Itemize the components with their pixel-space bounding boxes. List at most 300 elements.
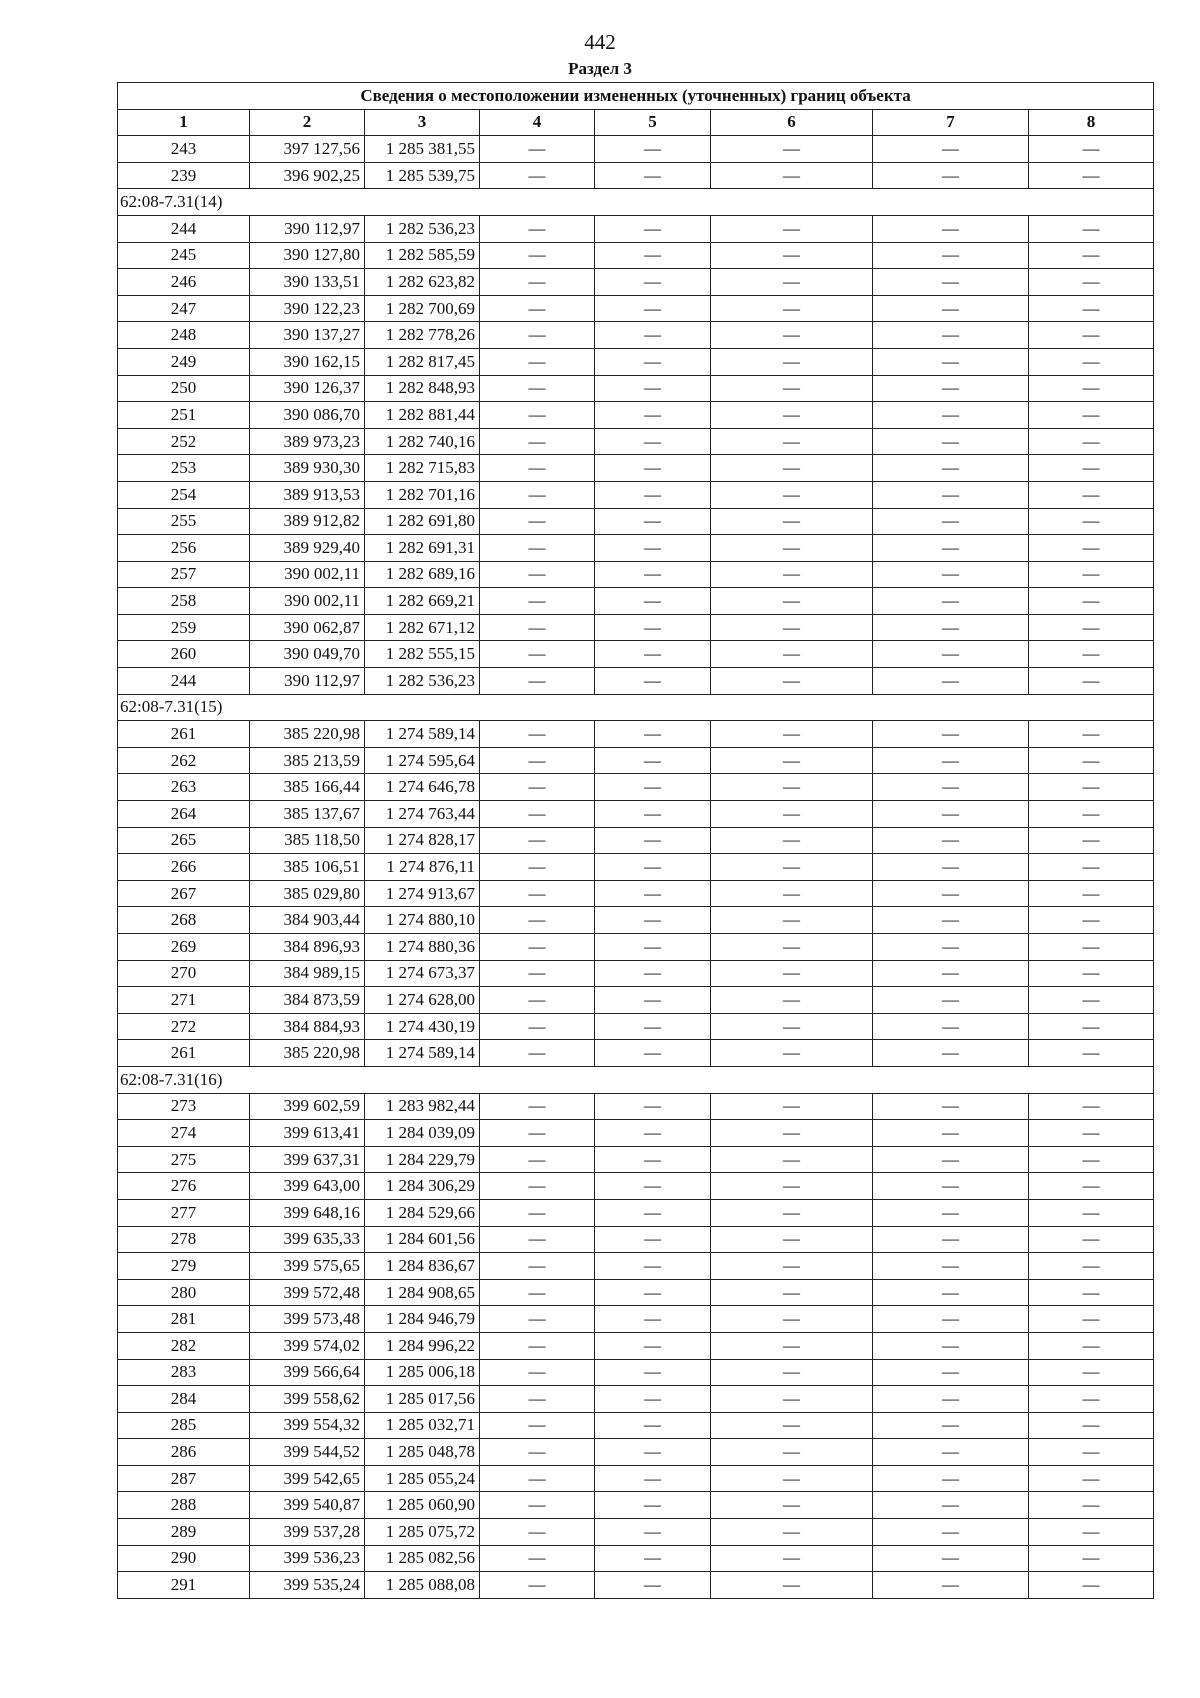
empty-value-cell: — [1029, 747, 1154, 774]
table-row [118, 987, 1154, 1014]
table-row [118, 1279, 1154, 1306]
empty-value-cell: — [711, 455, 873, 482]
y-coordinate-cell: 1 285 006,18 [365, 1359, 480, 1386]
y-coordinate-cell: 1 283 982,44 [365, 1093, 480, 1120]
empty-value-cell: — [1029, 1279, 1154, 1306]
empty-value-cell: — [480, 162, 595, 189]
point-number-cell: 276 [118, 1173, 250, 1200]
group-label: 62:08-7.31(16) [118, 1066, 1154, 1093]
table-row [118, 641, 1154, 668]
column-header: 8 [1029, 109, 1154, 136]
column-header-row [118, 109, 1154, 136]
y-coordinate-cell: 1 282 623,82 [365, 269, 480, 296]
empty-value-cell: — [1029, 907, 1154, 934]
empty-value-cell: — [873, 1199, 1029, 1226]
empty-value-cell: — [873, 455, 1029, 482]
x-coordinate-cell: 385 166,44 [250, 774, 365, 801]
point-number-cell: 271 [118, 987, 250, 1014]
point-number-cell: 291 [118, 1572, 250, 1599]
table-row [118, 1040, 1154, 1067]
empty-value-cell: — [711, 428, 873, 455]
empty-value-cell: — [480, 1306, 595, 1333]
empty-value-cell: — [873, 1439, 1029, 1466]
point-number-cell: 255 [118, 508, 250, 535]
empty-value-cell: — [711, 880, 873, 907]
empty-value-cell: — [873, 668, 1029, 695]
empty-value-cell: — [480, 481, 595, 508]
empty-value-cell: — [595, 1173, 711, 1200]
y-coordinate-cell: 1 274 880,36 [365, 934, 480, 961]
empty-value-cell: — [595, 1253, 711, 1280]
y-coordinate-cell: 1 282 848,93 [365, 375, 480, 402]
y-coordinate-cell: 1 284 996,22 [365, 1332, 480, 1359]
empty-value-cell: — [711, 721, 873, 748]
empty-value-cell: — [711, 1519, 873, 1546]
empty-value-cell: — [480, 535, 595, 562]
empty-value-cell: — [1029, 1253, 1154, 1280]
y-coordinate-cell: 1 274 913,67 [365, 880, 480, 907]
y-coordinate-cell: 1 282 700,69 [365, 295, 480, 322]
table-row [118, 1332, 1154, 1359]
table-row [118, 1465, 1154, 1492]
empty-value-cell: — [873, 348, 1029, 375]
empty-value-cell: — [480, 827, 595, 854]
x-coordinate-cell: 399 566,64 [250, 1359, 365, 1386]
x-coordinate-cell: 390 002,11 [250, 561, 365, 588]
empty-value-cell: — [873, 242, 1029, 269]
empty-value-cell: — [1029, 1359, 1154, 1386]
empty-value-cell: — [1029, 136, 1154, 163]
page-number: 442 [584, 30, 616, 54]
x-coordinate-cell: 385 029,80 [250, 880, 365, 907]
empty-value-cell: — [1029, 801, 1154, 828]
empty-value-cell: — [873, 162, 1029, 189]
y-coordinate-cell: 1 274 430,19 [365, 1013, 480, 1040]
x-coordinate-cell: 390 126,37 [250, 375, 365, 402]
point-number-cell: 269 [118, 934, 250, 961]
empty-value-cell: — [1029, 987, 1154, 1014]
table-row [118, 614, 1154, 641]
empty-value-cell: — [873, 295, 1029, 322]
empty-value-cell: — [873, 827, 1029, 854]
empty-value-cell: — [873, 880, 1029, 907]
empty-value-cell: — [1029, 508, 1154, 535]
empty-value-cell: — [1029, 348, 1154, 375]
empty-value-cell: — [711, 1359, 873, 1386]
point-number-cell: 256 [118, 535, 250, 562]
table-row [118, 1306, 1154, 1333]
empty-value-cell: — [873, 322, 1029, 349]
empty-value-cell: — [1029, 1412, 1154, 1439]
point-number-cell: 287 [118, 1465, 250, 1492]
column-header: 1 [118, 109, 250, 136]
x-coordinate-cell: 389 929,40 [250, 535, 365, 562]
table-row [118, 588, 1154, 615]
x-coordinate-cell: 399 554,32 [250, 1412, 365, 1439]
group-label: 62:08-7.31(15) [118, 694, 1154, 721]
point-number-cell: 266 [118, 854, 250, 881]
empty-value-cell: — [1029, 1146, 1154, 1173]
empty-value-cell: — [480, 1199, 595, 1226]
x-coordinate-cell: 390 122,23 [250, 295, 365, 322]
x-coordinate-cell: 390 049,70 [250, 641, 365, 668]
empty-value-cell: — [595, 269, 711, 296]
table-row [118, 215, 1154, 242]
x-coordinate-cell: 385 106,51 [250, 854, 365, 881]
y-coordinate-cell: 1 282 536,23 [365, 215, 480, 242]
x-coordinate-cell: 385 213,59 [250, 747, 365, 774]
empty-value-cell: — [711, 1040, 873, 1067]
x-coordinate-cell: 399 573,48 [250, 1306, 365, 1333]
x-coordinate-cell: 389 912,82 [250, 508, 365, 535]
empty-value-cell: — [1029, 375, 1154, 402]
point-number-cell: 286 [118, 1439, 250, 1466]
empty-value-cell: — [595, 508, 711, 535]
empty-value-cell: — [1029, 1572, 1154, 1599]
point-number-cell: 272 [118, 1013, 250, 1040]
empty-value-cell: — [873, 588, 1029, 615]
y-coordinate-cell: 1 282 881,44 [365, 402, 480, 429]
point-number-cell: 244 [118, 215, 250, 242]
x-coordinate-cell: 399 635,33 [250, 1226, 365, 1253]
empty-value-cell: — [711, 322, 873, 349]
point-number-cell: 278 [118, 1226, 250, 1253]
x-coordinate-cell: 384 896,93 [250, 934, 365, 961]
x-coordinate-cell: 399 637,31 [250, 1146, 365, 1173]
x-coordinate-cell: 389 973,23 [250, 428, 365, 455]
table-row [118, 1253, 1154, 1280]
empty-value-cell: — [873, 747, 1029, 774]
y-coordinate-cell: 1 282 669,21 [365, 588, 480, 615]
y-coordinate-cell: 1 284 039,09 [365, 1120, 480, 1147]
empty-value-cell: — [711, 1199, 873, 1226]
x-coordinate-cell: 384 873,59 [250, 987, 365, 1014]
empty-value-cell: — [595, 1120, 711, 1147]
empty-value-cell: — [711, 1146, 873, 1173]
point-number-cell: 253 [118, 455, 250, 482]
empty-value-cell: — [873, 508, 1029, 535]
table-row [118, 136, 1154, 163]
empty-value-cell: — [873, 774, 1029, 801]
point-number-cell: 248 [118, 322, 250, 349]
empty-value-cell: — [873, 1253, 1029, 1280]
table-row [118, 960, 1154, 987]
y-coordinate-cell: 1 274 763,44 [365, 801, 480, 828]
column-header: 3 [365, 109, 480, 136]
table-row [118, 801, 1154, 828]
empty-value-cell: — [711, 561, 873, 588]
empty-value-cell: — [1029, 641, 1154, 668]
empty-value-cell: — [711, 1173, 873, 1200]
table-row [118, 455, 1154, 482]
x-coordinate-cell: 390 062,87 [250, 614, 365, 641]
point-number-cell: 261 [118, 721, 250, 748]
empty-value-cell: — [480, 668, 595, 695]
empty-value-cell: — [711, 588, 873, 615]
table-row [118, 934, 1154, 961]
y-coordinate-cell: 1 284 601,56 [365, 1226, 480, 1253]
empty-value-cell: — [595, 1412, 711, 1439]
empty-value-cell: — [480, 1040, 595, 1067]
point-number-cell: 279 [118, 1253, 250, 1280]
empty-value-cell: — [1029, 402, 1154, 429]
empty-value-cell: — [595, 1146, 711, 1173]
empty-value-cell: — [873, 481, 1029, 508]
empty-value-cell: — [1029, 721, 1154, 748]
empty-value-cell: — [480, 907, 595, 934]
empty-value-cell: — [480, 295, 595, 322]
point-number-cell: 262 [118, 747, 250, 774]
empty-value-cell: — [711, 827, 873, 854]
empty-value-cell: — [711, 508, 873, 535]
empty-value-cell: — [480, 1465, 595, 1492]
table-row [118, 721, 1154, 748]
empty-value-cell: — [595, 481, 711, 508]
empty-value-cell: — [711, 242, 873, 269]
empty-value-cell: — [1029, 535, 1154, 562]
empty-value-cell: — [595, 1226, 711, 1253]
empty-value-cell: — [1029, 960, 1154, 987]
empty-value-cell: — [595, 136, 711, 163]
empty-value-cell: — [480, 987, 595, 1014]
empty-value-cell: — [480, 215, 595, 242]
empty-value-cell: — [1029, 269, 1154, 296]
table-row [118, 1146, 1154, 1173]
empty-value-cell: — [711, 934, 873, 961]
empty-value-cell: — [480, 1439, 595, 1466]
empty-value-cell: — [711, 907, 873, 934]
point-number-cell: 257 [118, 561, 250, 588]
empty-value-cell: — [1029, 1226, 1154, 1253]
empty-value-cell: — [1029, 934, 1154, 961]
empty-value-cell: — [595, 561, 711, 588]
empty-value-cell: — [595, 1519, 711, 1546]
empty-value-cell: — [1029, 588, 1154, 615]
empty-value-cell: — [1029, 1492, 1154, 1519]
empty-value-cell: — [873, 987, 1029, 1014]
empty-value-cell: — [873, 934, 1029, 961]
empty-value-cell: — [595, 242, 711, 269]
empty-value-cell: — [480, 455, 595, 482]
x-coordinate-cell: 397 127,56 [250, 136, 365, 163]
empty-value-cell: — [1029, 1199, 1154, 1226]
x-coordinate-cell: 385 220,98 [250, 721, 365, 748]
empty-value-cell: — [873, 1386, 1029, 1413]
empty-value-cell: — [711, 747, 873, 774]
table-row [118, 907, 1154, 934]
table-row [118, 535, 1154, 562]
x-coordinate-cell: 390 127,80 [250, 242, 365, 269]
y-coordinate-cell: 1 284 529,66 [365, 1199, 480, 1226]
table-row [118, 668, 1154, 695]
point-number-cell: 252 [118, 428, 250, 455]
y-coordinate-cell: 1 274 876,11 [365, 854, 480, 881]
empty-value-cell: — [595, 215, 711, 242]
x-coordinate-cell: 389 930,30 [250, 455, 365, 482]
y-coordinate-cell: 1 285 381,55 [365, 136, 480, 163]
empty-value-cell: — [1029, 1545, 1154, 1572]
empty-value-cell: — [1029, 1306, 1154, 1333]
empty-value-cell: — [1029, 428, 1154, 455]
column-header: 2 [250, 109, 365, 136]
y-coordinate-cell: 1 274 880,10 [365, 907, 480, 934]
empty-value-cell: — [711, 1412, 873, 1439]
table-row [118, 827, 1154, 854]
table-row [118, 1439, 1154, 1466]
table-row [118, 322, 1154, 349]
point-number-cell: 268 [118, 907, 250, 934]
empty-value-cell: — [1029, 561, 1154, 588]
empty-value-cell: — [480, 854, 595, 881]
y-coordinate-cell: 1 282 701,16 [365, 481, 480, 508]
x-coordinate-cell: 390 137,27 [250, 322, 365, 349]
y-coordinate-cell: 1 282 691,31 [365, 535, 480, 562]
empty-value-cell: — [480, 428, 595, 455]
table-row [118, 1412, 1154, 1439]
point-number-cell: 243 [118, 136, 250, 163]
point-number-cell: 244 [118, 668, 250, 695]
empty-value-cell: — [480, 801, 595, 828]
empty-value-cell: — [711, 774, 873, 801]
x-coordinate-cell: 399 558,62 [250, 1386, 365, 1413]
column-header: 5 [595, 109, 711, 136]
x-coordinate-cell: 390 162,15 [250, 348, 365, 375]
empty-value-cell: — [1029, 481, 1154, 508]
empty-value-cell: — [873, 614, 1029, 641]
empty-value-cell: — [480, 1093, 595, 1120]
empty-value-cell: — [873, 1146, 1029, 1173]
empty-value-cell: — [480, 402, 595, 429]
empty-value-cell: — [595, 1013, 711, 1040]
y-coordinate-cell: 1 282 536,23 [365, 668, 480, 695]
point-number-cell: 258 [118, 588, 250, 615]
x-coordinate-cell: 389 913,53 [250, 481, 365, 508]
empty-value-cell: — [711, 1279, 873, 1306]
empty-value-cell: — [1029, 668, 1154, 695]
empty-value-cell: — [873, 1359, 1029, 1386]
point-number-cell: 270 [118, 960, 250, 987]
empty-value-cell: — [480, 242, 595, 269]
empty-value-cell: — [595, 1439, 711, 1466]
point-number-cell: 284 [118, 1386, 250, 1413]
y-coordinate-cell: 1 284 908,65 [365, 1279, 480, 1306]
y-coordinate-cell: 1 274 673,37 [365, 960, 480, 987]
empty-value-cell: — [595, 774, 711, 801]
y-coordinate-cell: 1 284 946,79 [365, 1306, 480, 1333]
point-number-cell: 289 [118, 1519, 250, 1546]
group-header-row [118, 1066, 1154, 1093]
empty-value-cell: — [595, 455, 711, 482]
y-coordinate-cell: 1 274 828,17 [365, 827, 480, 854]
point-number-cell: 277 [118, 1199, 250, 1226]
empty-value-cell: — [873, 641, 1029, 668]
empty-value-cell: — [595, 1306, 711, 1333]
point-number-cell: 288 [118, 1492, 250, 1519]
empty-value-cell: — [595, 747, 711, 774]
x-coordinate-cell: 399 542,65 [250, 1465, 365, 1492]
y-coordinate-cell: 1 282 689,16 [365, 561, 480, 588]
empty-value-cell: — [1029, 1465, 1154, 1492]
x-coordinate-cell: 390 133,51 [250, 269, 365, 296]
empty-value-cell: — [873, 1412, 1029, 1439]
empty-value-cell: — [1029, 827, 1154, 854]
empty-value-cell: — [873, 1093, 1029, 1120]
empty-value-cell: — [480, 880, 595, 907]
table-row [118, 1226, 1154, 1253]
empty-value-cell: — [711, 1386, 873, 1413]
x-coordinate-cell: 399 536,23 [250, 1545, 365, 1572]
empty-value-cell: — [711, 641, 873, 668]
x-coordinate-cell: 390 086,70 [250, 402, 365, 429]
y-coordinate-cell: 1 285 017,56 [365, 1386, 480, 1413]
empty-value-cell: — [480, 747, 595, 774]
table-row [118, 1545, 1154, 1572]
empty-value-cell: — [595, 934, 711, 961]
empty-value-cell: — [1029, 455, 1154, 482]
point-number-cell: 260 [118, 641, 250, 668]
empty-value-cell: — [711, 269, 873, 296]
empty-value-cell: — [1029, 774, 1154, 801]
empty-value-cell: — [873, 801, 1029, 828]
x-coordinate-cell: 399 643,00 [250, 1173, 365, 1200]
table-row [118, 1120, 1154, 1147]
y-coordinate-cell: 1 282 715,83 [365, 455, 480, 482]
empty-value-cell: — [595, 348, 711, 375]
empty-value-cell: — [873, 136, 1029, 163]
point-number-cell: 259 [118, 614, 250, 641]
empty-value-cell: — [480, 1332, 595, 1359]
point-number-cell: 264 [118, 801, 250, 828]
x-coordinate-cell: 399 540,87 [250, 1492, 365, 1519]
empty-value-cell: — [873, 1226, 1029, 1253]
y-coordinate-cell: 1 285 048,78 [365, 1439, 480, 1466]
y-coordinate-cell: 1 285 539,75 [365, 162, 480, 189]
empty-value-cell: — [711, 1093, 873, 1120]
empty-value-cell: — [480, 1572, 595, 1599]
table-row [118, 508, 1154, 535]
empty-value-cell: — [873, 1173, 1029, 1200]
empty-value-cell: — [480, 508, 595, 535]
table-row [118, 375, 1154, 402]
point-number-cell: 290 [118, 1545, 250, 1572]
empty-value-cell: — [480, 1120, 595, 1147]
point-number-cell: 247 [118, 295, 250, 322]
x-coordinate-cell: 399 572,48 [250, 1279, 365, 1306]
empty-value-cell: — [873, 1465, 1029, 1492]
empty-value-cell: — [480, 561, 595, 588]
empty-value-cell: — [711, 1465, 873, 1492]
x-coordinate-cell: 399 613,41 [250, 1120, 365, 1147]
y-coordinate-cell: 1 274 628,00 [365, 987, 480, 1014]
empty-value-cell: — [873, 1545, 1029, 1572]
empty-value-cell: — [711, 1013, 873, 1040]
empty-value-cell: — [873, 1279, 1029, 1306]
empty-value-cell: — [1029, 295, 1154, 322]
empty-value-cell: — [1029, 880, 1154, 907]
empty-value-cell: — [1029, 162, 1154, 189]
empty-value-cell: — [595, 162, 711, 189]
y-coordinate-cell: 1 274 595,64 [365, 747, 480, 774]
empty-value-cell: — [711, 162, 873, 189]
empty-value-cell: — [480, 1386, 595, 1413]
x-coordinate-cell: 399 648,16 [250, 1199, 365, 1226]
point-number-cell: 251 [118, 402, 250, 429]
table-row [118, 1173, 1154, 1200]
point-number-cell: 245 [118, 242, 250, 269]
empty-value-cell: — [873, 1013, 1029, 1040]
empty-value-cell: — [480, 774, 595, 801]
empty-value-cell: — [873, 1040, 1029, 1067]
